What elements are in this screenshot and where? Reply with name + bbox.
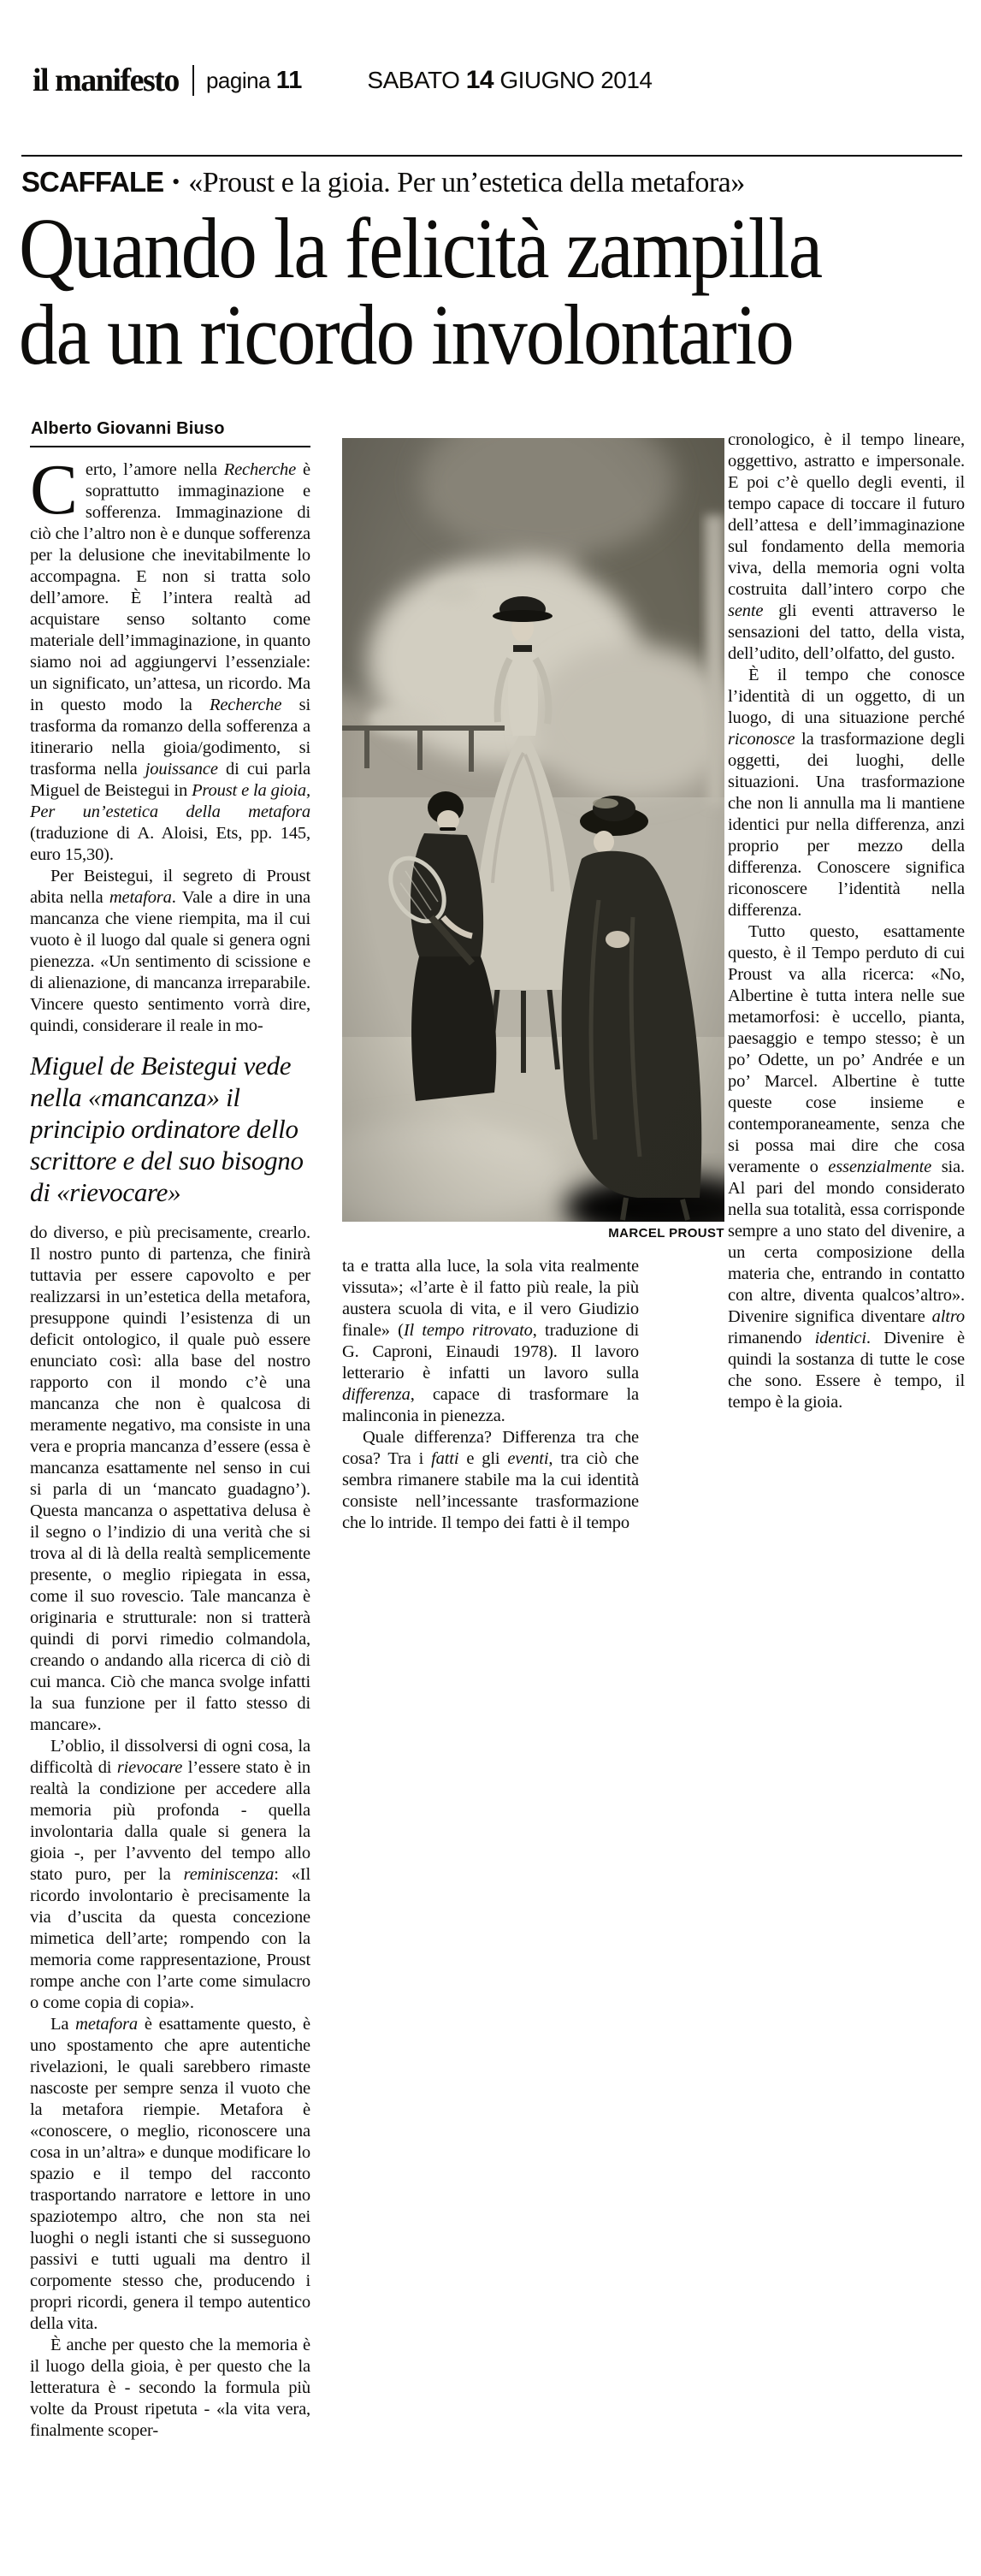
article-paragraph: Quale differenza? Differenza tra che cosa? Tra i fatti e gli eventi, tra ciò che sembra rimanere stabile ma la cui identità consiste nell’incessante trasformazione che lo intride. Il tempo dei fatti è il tempo: [342, 1428, 639, 1532]
newspaper-brand: il manifesto: [33, 62, 179, 98]
article-paragraph: Tutto questo, esattamente questo, è il Tempo perduto di cui Proust va alla ricerca: «No, Albertine è tutta intera nelle sue metamorfosi: è uccello, pianta, paesaggio e tempo stesso; è un po’ Odette, un po’ Andrée e un po’ Marcel. Albertine è tutte queste cose insieme e contemporaneamente, senza che si possa mai dire che cosa veramente o essenzialmente sia. Al pari del mondo considerato nella sua totalità, essa corrisponde sempre a uno stato del divenire, a un certa composizione della materia che, entrando in contatto con altre, diventa qualcos’altro». Divenire significa diventare altro rimanendo identici. Divenire è quindi la sostanza di tutte le cose che sono. Essere è tempo, il tempo è la gioia.: [728, 922, 965, 1412]
article-column-2: [342, 1256, 639, 1583]
article-paragraph: È anche per questo che la memoria è il luogo della gioia, è per questo che la letteratura è - secondo la formula più volte da Proust ripetuta - «la vita vera, finalmente scoper-: [30, 2336, 310, 2440]
article-column-3: [728, 429, 965, 1583]
byline: Alberto Giovanni Biuso: [31, 419, 225, 438]
kicker-title: «Proust e la gioia. Per un’estetica della metafora»: [188, 167, 745, 198]
article-paragraph: La metafora è esattamente questo, è uno spostamento che apre autentiche rivelazioni, le quali sarebbero rimaste nascoste per sempre senza il vuoto che la metafora riempie. Metafora è «conoscere, o meglio, riconoscere una cosa in un’altra» e dunque modificare lo spazio e il tempo del racconto trasportando narratore e lettore in uno spaziotempo altro, che non sta nei luoghi o negli istanti che si susseguono passivi e tutti uguali ma dentro il corpomente stesso che, producendo i propri ricordi, genera il tempo autentico della vita.: [30, 2015, 310, 2333]
masthead-date: [367, 66, 652, 95]
article-paragraph: Certo, l’amore nella Recherche è soprattutto immaginazione e sofferenza. Immaginazione di ciò che l’altro non è e dunque sofferenza per la delusione che inevitabilmente lo accompagna. E non si tratta solo dell’amore. È l’intera realtà ad acquistare senso soltanto come materiale dell’immaginazione, in quanto siamo noi ad aggiungervi l’essenziale: un significato, un’attesa, un ricordo. Ma in questo modo la Recherche si trasforma da romanzo della sofferenza a itinerario nella gioia/godimento, si trasforma nella jouissance di cui parla Miguel de Beistegui in Proust e la gioia, Per un’estetica della metafora (traduzione di A. Aloisi, Ets, pp. 145, euro 15,30).: [30, 459, 310, 864]
page-number-label: [206, 67, 302, 95]
proust-photograph: [342, 438, 724, 1222]
page-label-text: pagina: [205, 67, 271, 93]
photo-caption: MARCEL PROUST: [608, 1226, 724, 1241]
kicker: [21, 166, 745, 199]
masthead: [33, 62, 653, 99]
kicker-bullet-icon: •: [172, 169, 180, 194]
article-paragraph: do diverso, e più precisamente, crearlo. Il nostro punto di partenza, che finirà tuttavia per essere capovolto e per realizzarsi in un’estetica della metafora, presuppone quindi l’esistenza di un deficit ontologico, il quale può essere enunciato così: alla base del nostro rapporto con il mondo c’è una mancanza che non è qualcosa di meramente negativo, ma consiste in una vera e propria mancanza d’essere (essa è mancanza esattamente nel senso in cui si parla di un ‘mancato guadagno’). Questa mancanza o aspettativa delusa è il segno o l’indizio di una verità che si trova al di là della realtà semplicemente presente, o meglio ripiegata in essa, come il suo rovescio. Tale mancanza è originaria e strutturale: non si tratterà quindi di porvi rimedio colmandola, creando o andando alla ricerca di ciò di cui manca. Ciò che manca svolge infatti la sua funzione per il fatto stesso di mancare».: [30, 1223, 310, 1734]
article-column-1: [30, 459, 310, 2564]
headline-line-1: Quando la felicità zampilla: [19, 200, 822, 296]
date-day-name: SABATO: [367, 67, 460, 93]
section-top-rule: [21, 155, 962, 157]
article-paragraph: ta e tratta alla luce, la sola vita realmente vissuta»; «l’arte è il fatto più reale, la più austera scuola di vita, e il vero Giudizio finale» (Il tempo ritrovato, traduzione di G. Caproni, Einaudi 1978). Il lavoro letterario è infatti un lavoro sulla differenza, capace di trasformare la malinconia in pienezza.: [342, 1257, 639, 1425]
kicker-section: SCAFFALE: [21, 166, 164, 198]
proust-photo-illustration: [342, 438, 724, 1222]
page-number: 11: [275, 66, 303, 94]
byline-rule: [30, 446, 310, 447]
masthead-separator: [192, 65, 194, 96]
date-rest: GIUGNO 2014: [499, 67, 653, 93]
drop-cap: C: [30, 459, 78, 530]
article-paragraph: cronologico, è il tempo lineare, oggettivo, astratto e impersonale. E poi c’è quello degli eventi, il tempo capace di toccare il futuro dell’attesa e dell’immaginazione sul fondamento della memoria viva, della memoria ogni volta costruita dall’intero corpo che sente gli eventi attraverso le sensazioni del tatto, della vista, dell’udito, dell’olfatto, del gusto.: [728, 430, 965, 663]
headline-line-2: da un ricordo involontario: [19, 287, 793, 382]
date-day: 14: [465, 66, 494, 94]
article-paragraph: L’oblio, il dissolversi di ogni cosa, la difficoltà di rievocare l’essere stato è in realtà la condizione per accedere alla memoria più profonda - quella involontaria dalla quale si genera la gioia -, per l’avvento del tempo allo stato puro, per la reminiscenza: «Il ricordo involontario è precisamente la via d’uscita da questa concezione mimetica dell’arte; rompendo con la memoria come rappresentazione, Proust rompe anche con l’arte come simulacro o come copia di copia».: [30, 1737, 310, 2012]
article-paragraph: È il tempo che conosce l’identità di un oggetto, di un luogo, di una situazione perché riconosce la trasformazione degli oggetti, dei luoghi, delle situazioni. Una trasformazione che non li annulla ma li mantiene identici pur nella differenza, anzi proprio per mezzo della differenza. Conoscere significa riconoscere l’identità nella differenza.: [728, 666, 965, 920]
pull-quote: Miguel de Beistegui vede nella «mancanza» il principio ordinatore dello scrittore e del suo bisogno di «rievocare»: [30, 1051, 304, 1207]
article-paragraph: Per Beistegui, il segreto di Proust abita nella metafora. Vale a dire in una mancanza che viene riempita, ma il cui vuoto è il luogo dal quale si genera ogni pienezza. «Un sentimento di scissione e di alienazione, di mancanza irreparabile. Vincere questo sentimento vorrà dire, quindi, considerare il reale in mo-: [30, 867, 310, 1035]
headline: [19, 200, 911, 382]
